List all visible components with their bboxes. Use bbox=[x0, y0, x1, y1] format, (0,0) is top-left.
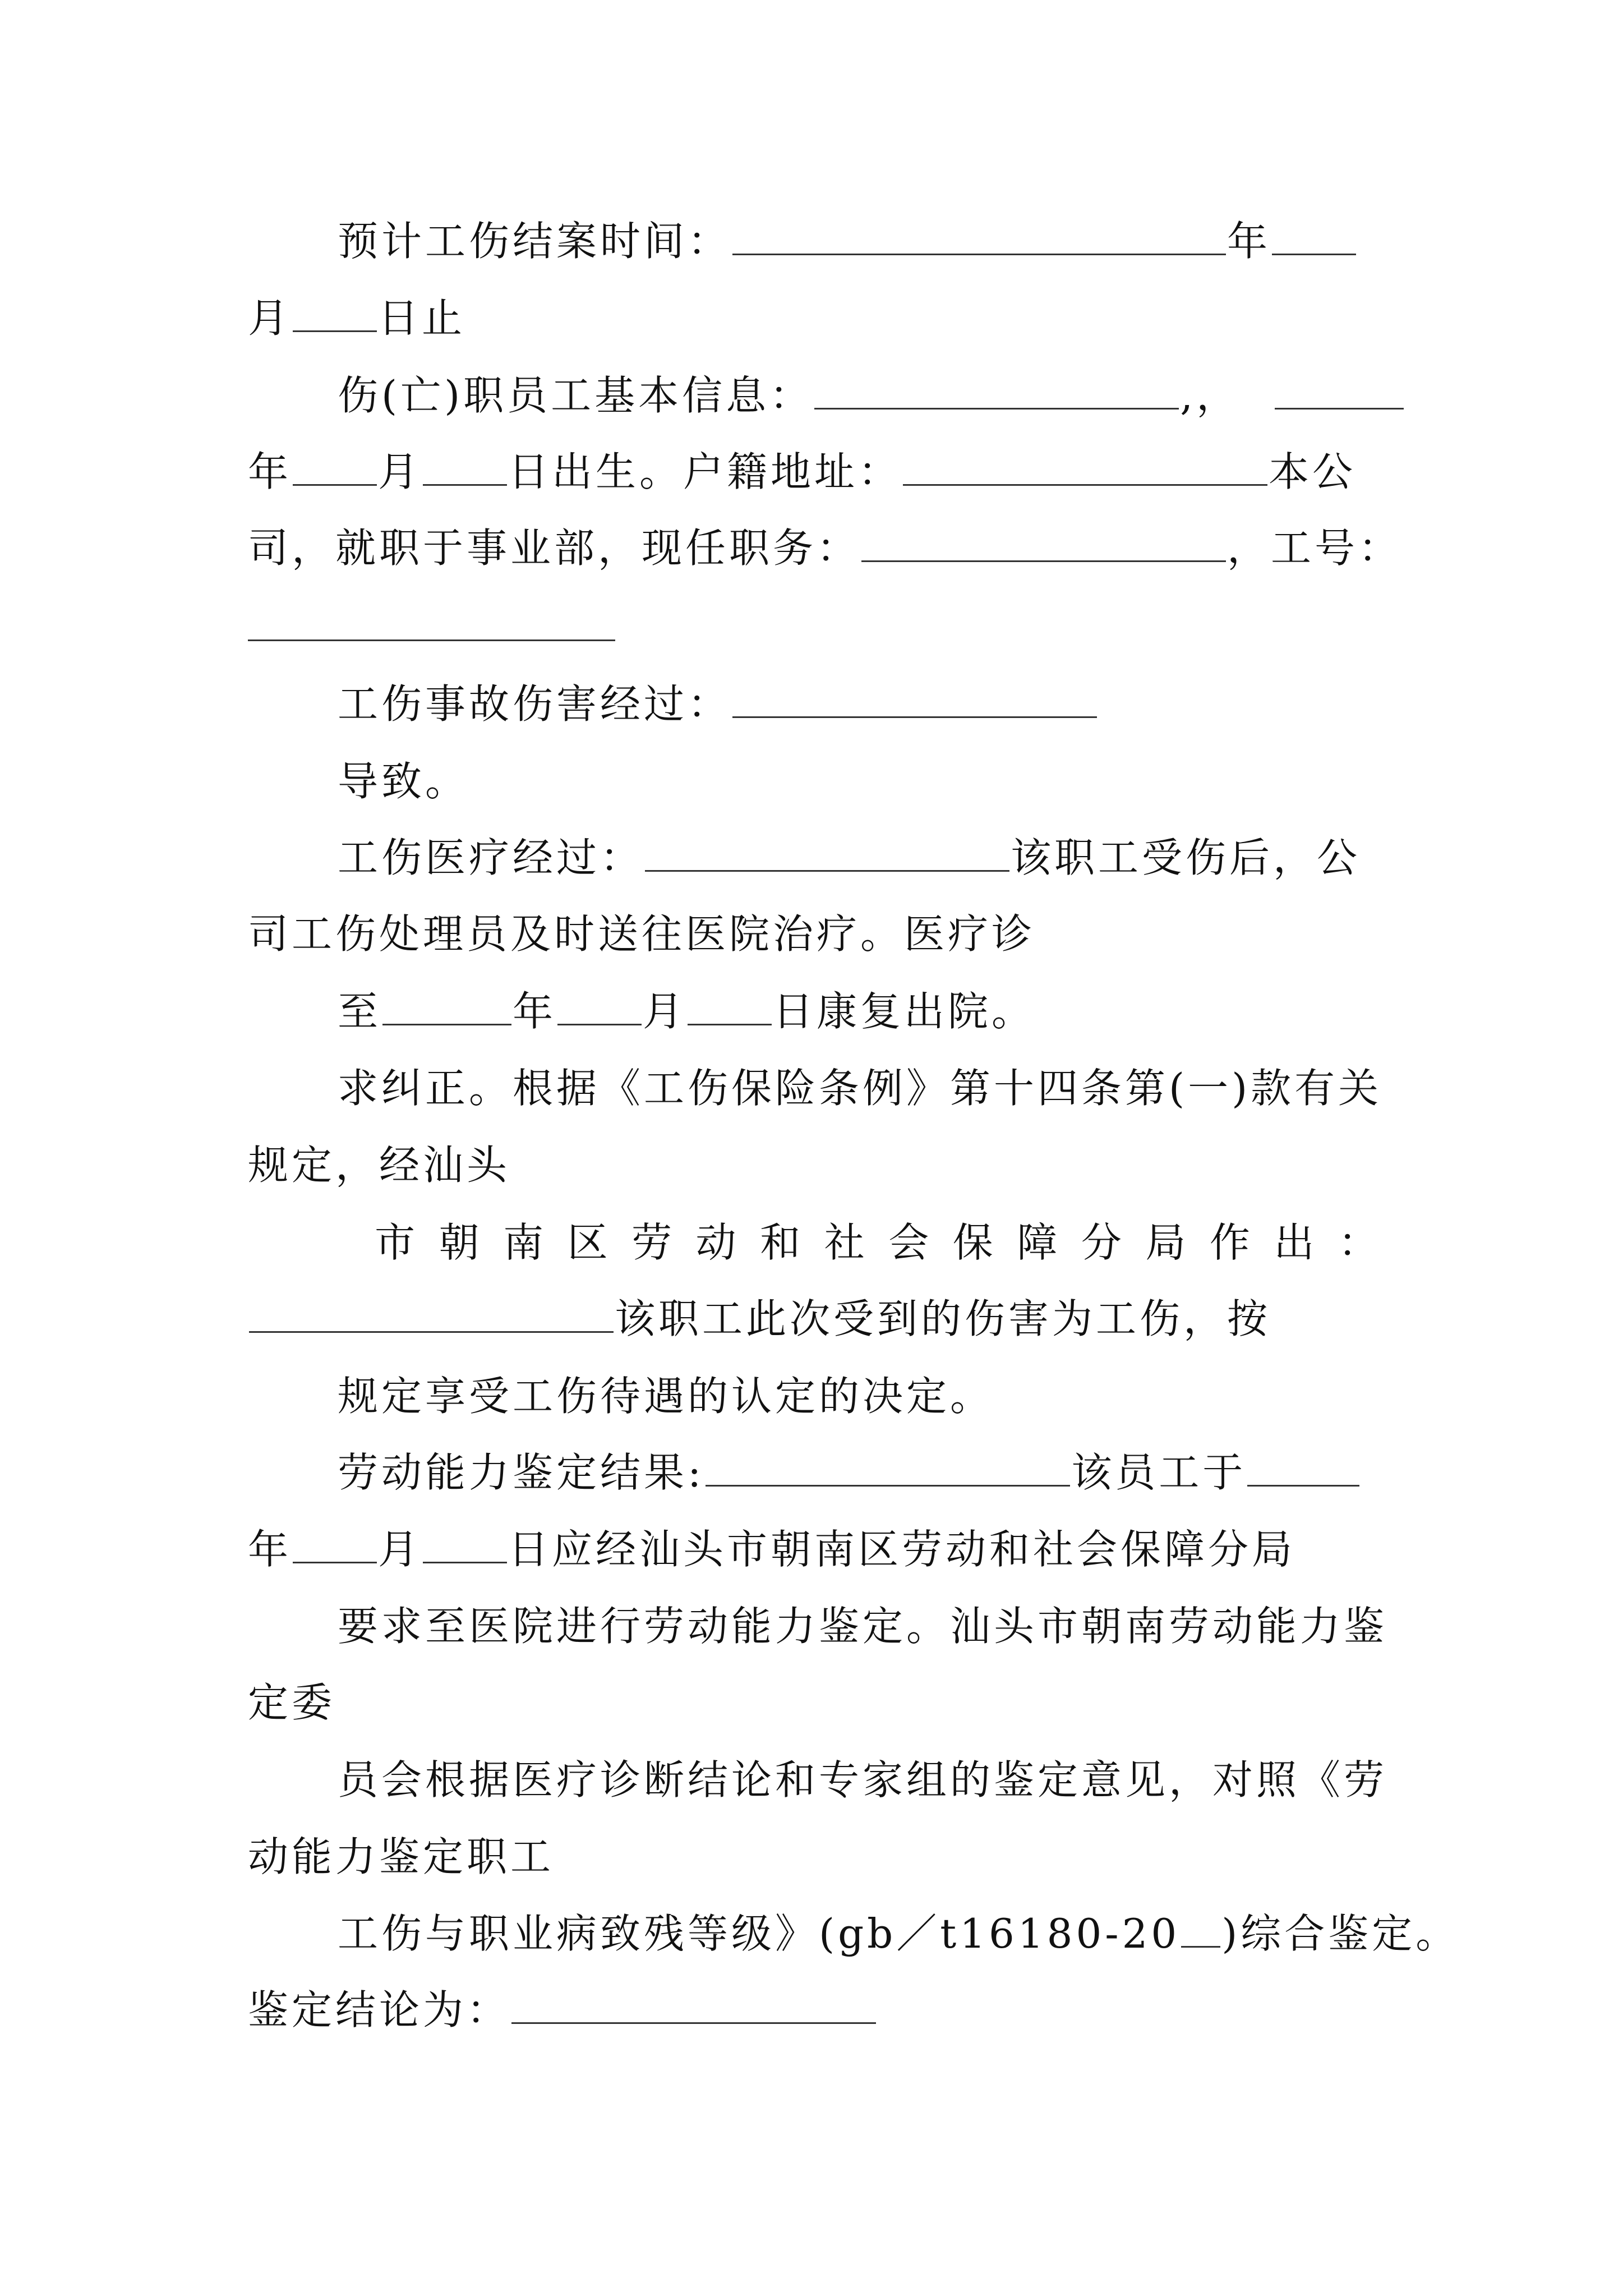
text-line bbox=[248, 1672, 1386, 1733]
text-line bbox=[338, 1365, 1386, 1427]
text-line bbox=[248, 1134, 1386, 1196]
text-line bbox=[338, 1442, 1386, 1503]
text-line bbox=[338, 365, 1386, 426]
text-line-spread bbox=[375, 1212, 1378, 1273]
blank-field[interactable] bbox=[293, 293, 377, 332]
blank-field[interactable] bbox=[1272, 217, 1356, 255]
label-expected-closing-time: 预计工伤结案时间： bbox=[338, 218, 732, 265]
spread-char: 动 bbox=[695, 1219, 736, 1266]
blank-field[interactable] bbox=[688, 987, 772, 1025]
text-line bbox=[248, 1519, 1386, 1580]
blank-field[interactable] bbox=[732, 217, 1226, 255]
label-conclusion: 鉴定结论为： bbox=[248, 1986, 511, 2033]
spread-char: 作 bbox=[1209, 1219, 1250, 1266]
blank-field[interactable] bbox=[293, 1525, 377, 1563]
text-line bbox=[248, 517, 1403, 579]
label-position: 司，就职于事业部，现任职务： bbox=[248, 524, 861, 572]
blank-field[interactable] bbox=[248, 639, 615, 641]
spread-char: 社 bbox=[824, 1219, 865, 1266]
spread-char: ： bbox=[1338, 1219, 1378, 1266]
spread-char: 市 bbox=[375, 1219, 416, 1266]
label-birth-address: 日出生。户籍地址： bbox=[508, 448, 902, 495]
label-month: 月 bbox=[643, 988, 687, 1035]
label-month: 月 bbox=[378, 448, 422, 495]
text-line bbox=[248, 441, 1386, 503]
text-regulation-continue: 规定，经汕头 bbox=[248, 1142, 511, 1189]
spread-char: 会 bbox=[888, 1219, 929, 1266]
text-comprehensive-assessment: )综合鉴定。 bbox=[1221, 1910, 1460, 1957]
blank-field[interactable] bbox=[1181, 1909, 1220, 1948]
spread-char: 分 bbox=[1081, 1219, 1122, 1266]
label-employee-number: ，工号： bbox=[1227, 524, 1403, 572]
label-month: 月 bbox=[248, 295, 292, 342]
text-line bbox=[248, 903, 1386, 965]
text-standard-code: 工伤与职业病致残等级》(gb／t16180-20 bbox=[338, 1910, 1181, 1957]
text-medical-continue: 该职工受伤后，公 bbox=[1011, 834, 1361, 881]
blank-field[interactable] bbox=[423, 447, 507, 486]
text-injury-decision: 该职工此次受到的伤害为工伤，按 bbox=[615, 1295, 1271, 1342]
spread-char: 局 bbox=[1145, 1219, 1186, 1266]
text-bureau: 日应经汕头市朝南区劳动和社会保障分局 bbox=[508, 1526, 1296, 1573]
blank-field[interactable] bbox=[1247, 1448, 1359, 1487]
text-discharged: 日康复出院。 bbox=[773, 988, 1036, 1035]
blank-field[interactable] bbox=[1275, 371, 1404, 409]
blank-field[interactable] bbox=[511, 1985, 876, 2024]
label-year: 年 bbox=[248, 1526, 292, 1573]
text-regulation: 求纠正。根据《工伤保险条例》第十四条第(一)款有关 bbox=[338, 1065, 1382, 1112]
text-line bbox=[338, 1057, 1386, 1119]
blank-field[interactable] bbox=[732, 679, 1097, 718]
comma-separator: ,， bbox=[1180, 372, 1241, 419]
text-line bbox=[338, 210, 1386, 272]
spread-char: 出 bbox=[1274, 1219, 1315, 1266]
blank-field[interactable] bbox=[903, 447, 1267, 486]
text-employee-on: 该员工于 bbox=[1071, 1449, 1247, 1496]
label-accident-process: 工伤事故伤害经过： bbox=[338, 680, 732, 728]
spread-char: 障 bbox=[1017, 1219, 1058, 1266]
text-medical-detail: 司工伤处理员及时送往医院治疗。医疗诊 bbox=[248, 910, 1036, 958]
blank-field[interactable] bbox=[249, 1294, 614, 1333]
spread-char: 和 bbox=[760, 1219, 801, 1266]
label-employee-info: 伤(亡)职员工基本信息： bbox=[338, 372, 814, 419]
blank-field[interactable] bbox=[293, 447, 377, 486]
text-line bbox=[338, 981, 1386, 1042]
text-standard: 动能力鉴定职工 bbox=[248, 1833, 555, 1880]
spread-char: 区 bbox=[567, 1219, 608, 1266]
text-treatment-decision: 规定享受工伤待遇的认定的决定。 bbox=[338, 1373, 994, 1420]
label-year: 年 bbox=[513, 988, 557, 1035]
text-line bbox=[248, 287, 1386, 349]
blank-field[interactable] bbox=[645, 833, 1009, 872]
label-year: 年 bbox=[248, 448, 292, 495]
text-line bbox=[338, 673, 1386, 735]
label-year: 年 bbox=[1227, 218, 1271, 265]
label-month: 月 bbox=[378, 1526, 422, 1573]
text-line bbox=[338, 751, 1386, 812]
label-until: 至 bbox=[338, 988, 382, 1035]
text-line bbox=[248, 1979, 1386, 2041]
text-line bbox=[338, 1749, 1386, 1811]
blank-field[interactable] bbox=[861, 523, 1226, 562]
label-assessment-result: 劳动能力鉴定结果: bbox=[338, 1449, 705, 1496]
spread-char: 保 bbox=[952, 1219, 993, 1266]
text-line bbox=[338, 827, 1386, 889]
text-assessment-request: 要求至医院进行劳动能力鉴定。汕头市朝南劳动能力鉴 bbox=[338, 1603, 1388, 1650]
blank-field[interactable] bbox=[557, 987, 642, 1025]
blank-field[interactable] bbox=[423, 1525, 507, 1563]
text-line bbox=[248, 1288, 1386, 1350]
text-committee: 定委 bbox=[248, 1679, 336, 1726]
spread-char: 劳 bbox=[631, 1219, 672, 1266]
spread-char: 朝 bbox=[439, 1219, 479, 1266]
blank-field[interactable] bbox=[382, 987, 511, 1025]
spread-char: 南 bbox=[503, 1219, 544, 1266]
text-line bbox=[338, 1595, 1386, 1657]
text-company: 本公 bbox=[1269, 448, 1357, 495]
label-day-end: 日止 bbox=[378, 295, 466, 342]
text-result: 导致。 bbox=[338, 758, 469, 805]
label-medical-process: 工伤医疗经过： bbox=[338, 834, 644, 881]
text-line bbox=[338, 1903, 1460, 1964]
text-line bbox=[248, 1826, 1386, 1888]
blank-field[interactable] bbox=[706, 1448, 1070, 1487]
blank-field[interactable] bbox=[814, 371, 1179, 409]
text-committee-basis: 员会根据医疗诊断结论和专家组的鉴定意见，对照《劳 bbox=[338, 1756, 1388, 1803]
